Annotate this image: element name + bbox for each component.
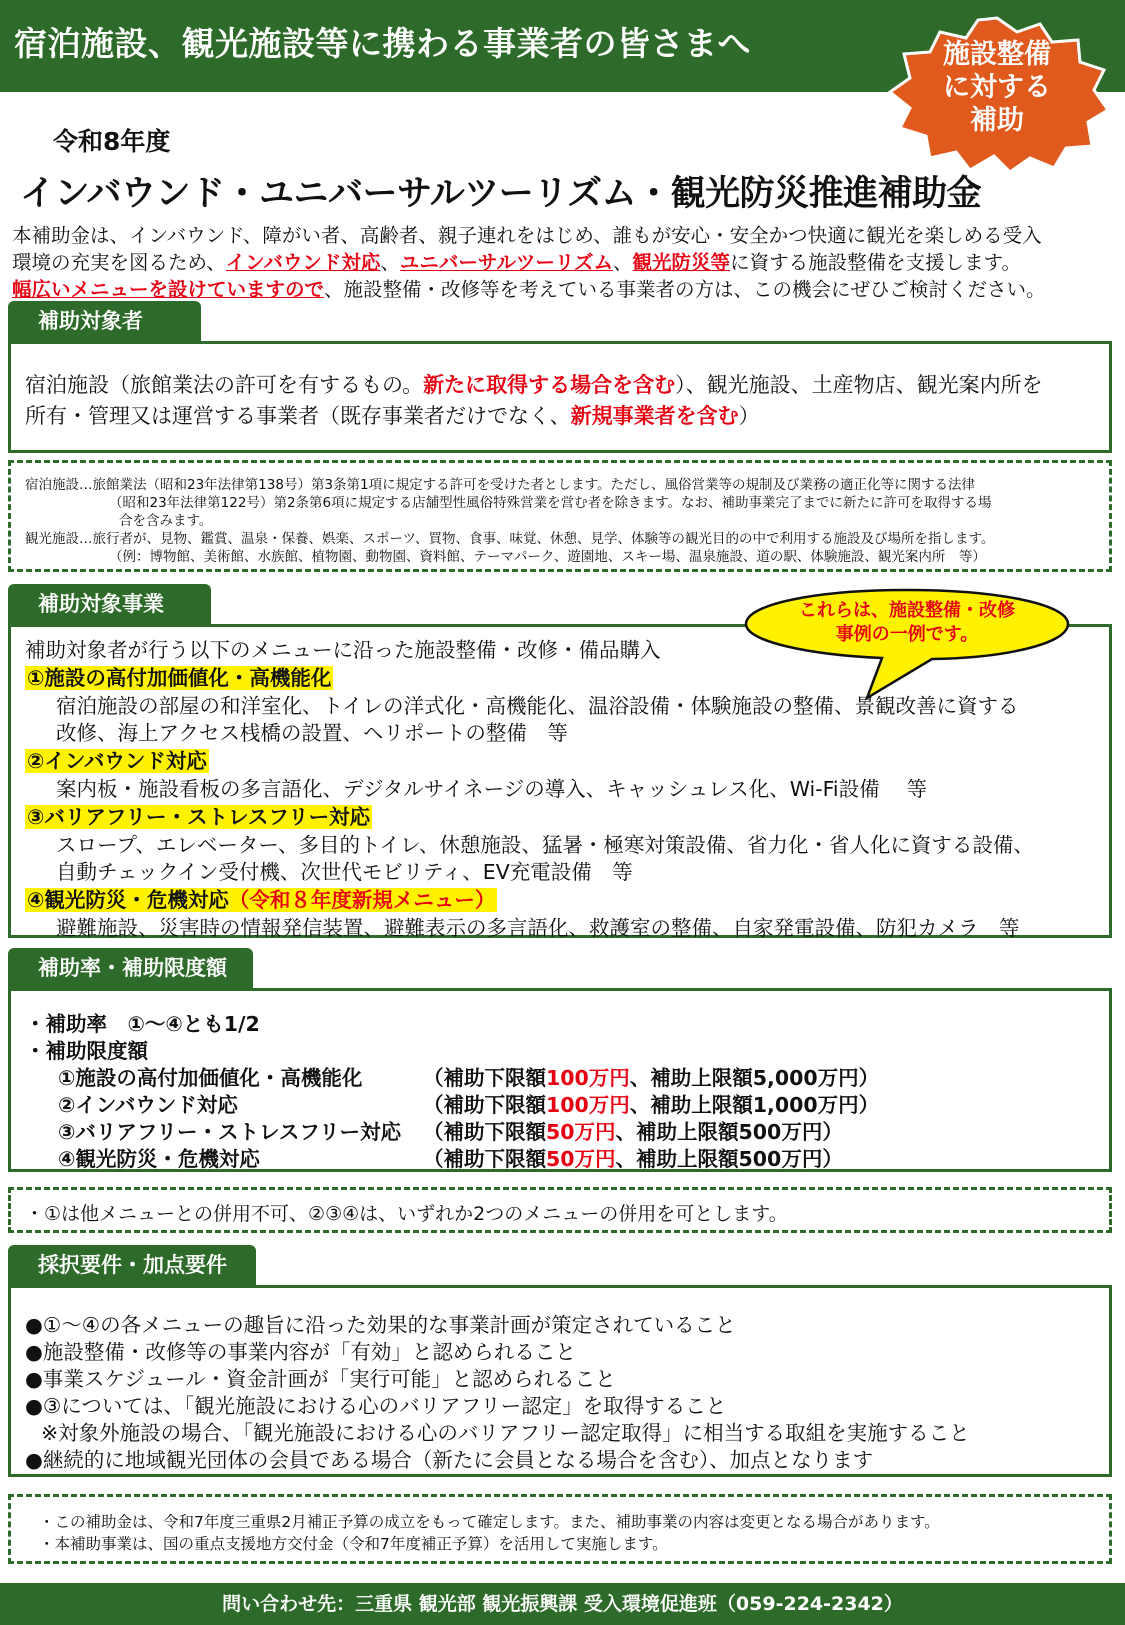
intro-line-1: 本補助金は、インバウンド、障がい者、高齢者、親子連れをはじめ、誰もが安心・安全かつ快適に観光を楽しめる受入	[12, 224, 1042, 247]
lower-limit: 50万円	[546, 1120, 616, 1144]
eligible-applicants-text	[25, 370, 1043, 432]
menu-1-heading	[25, 661, 333, 691]
selection-requirements-box	[8, 1285, 1112, 1477]
intro-line-2	[12, 249, 1117, 276]
limit-row-4-name: ④観光防災・危機対応	[58, 1147, 260, 1171]
requirement-3: ●事業スケジュール・資金計画が「実行可能」と認められること	[25, 1367, 616, 1391]
menu-4-heading	[25, 883, 497, 913]
eligible-applicants-box	[8, 341, 1112, 453]
header-title: 宿泊施設、観光施設等に携わる事業者の皆さまへ	[14, 24, 751, 63]
text: （補助下限額	[423, 1093, 546, 1117]
note-line-5: （例：博物館、美術館、水族館、植物園、動物園、資料館、テーマパーク、遊園地、スキー場、温泉施設、道の駅、体験施設、観光案内所 等）	[109, 549, 986, 565]
requirement-2: ●施設整備・改修等の事業内容が「有効」と認められること	[25, 1340, 576, 1364]
burst-line3: 補助	[970, 105, 1024, 136]
bubble-line-2: 事例の一例です。	[835, 624, 979, 645]
fiscal-year: 令和8年度	[53, 127, 171, 156]
intro-highlight-menu: 幅広いメニューを設けていますので	[12, 278, 325, 301]
menu-4-new-badge: （令和８年度新規メニュー）	[228, 888, 496, 912]
menu-2-heading	[25, 744, 209, 774]
menu-3-detail-1: スロープ、エレベーター、多目的トイレ、休憩施設、猛暑・極寒対策設備、省力化・省人化に資する設備、	[56, 833, 1034, 857]
intro-text: に資する施設整備を支援します。	[730, 251, 1022, 274]
menu-4-detail: 避難施設、災害時の情報発信装置、避難表示の多言語化、救護室の整備、自家発電設備、防犯カメラ 等	[56, 916, 1020, 940]
text: 所有・管理又は運営する事業者（既存事業者だけでなく、	[25, 404, 571, 428]
section-tab-eligible-projects: 補助対象事業	[8, 584, 211, 624]
subsidy-limit-label: ・補助限度額	[25, 1039, 148, 1063]
text: 宿泊施設（旅館業法の許可を有するもの。	[25, 373, 424, 397]
final-note-2: ・本補助事業は、国の重点支援地方交付金（令和7年度補正予算）を活用して実施します。	[39, 1535, 668, 1553]
limit-row-1-amount	[423, 1061, 879, 1091]
menu-4-label-wrap	[25, 888, 497, 912]
lower-limit: 100万円	[546, 1066, 630, 1090]
eligible-line-2	[25, 401, 1043, 432]
upper-limit: 、補助上限額1,000万円）	[629, 1093, 880, 1117]
note-line-2: （昭和23年法律第122号）第2条第6項に規定する店舗型性風俗特殊営業を営む者を除きます。なお、補助事業完了までに新たに許可を取得する場	[109, 495, 992, 511]
projects-lead: 補助対象者が行う以下のメニューに沿った施設整備・改修・備品購入	[25, 638, 661, 662]
limit-row-2-amount	[423, 1088, 879, 1118]
highlight-new-license: 新たに取得する場合を含む	[423, 373, 676, 397]
intro-highlight-inbound: インバウンド対応	[225, 251, 381, 274]
final-notes-box	[8, 1494, 1112, 1564]
final-note-1: ・この補助金は、令和7年度三重県2月補正予算の成立をもって確定します。また、補助事業の内容は変更となる場合があります。	[39, 1513, 940, 1531]
limit-row-1-name: ①施設の高付加価値化・高機能化	[58, 1066, 363, 1090]
text: ）、観光施設、土産物店、観光案内所を	[675, 373, 1043, 397]
text: ）	[738, 404, 760, 428]
upper-limit: 、補助上限額500万円）	[615, 1120, 843, 1144]
limit-row-3-name: ③バリアフリー・ストレスフリー対応	[58, 1120, 402, 1144]
note-line-4: 観光施設…旅行者が、見物、鑑賞、温泉・保養、娯楽、スポーツ、買物、食事、味覚、休憩、見学、体験等の観光目的の中で利用する施設及び場所を指します。	[25, 531, 995, 547]
section-tab-eligible-applicants: 補助対象者	[8, 301, 201, 341]
intro-highlight-universal: ユニバーサルツーリズム	[399, 251, 614, 274]
page-title: インバウンド・ユニバーサルツーリズム・観光防災推進補助金	[20, 174, 982, 214]
text: （補助下限額	[423, 1120, 546, 1144]
burst-line2: に対する	[943, 72, 1051, 103]
intro-highlight-disaster: 観光防災等	[632, 251, 731, 274]
requirement-4: ●③については、「観光施設における心のバリアフリー認定」を取得すること	[25, 1394, 727, 1418]
menu-1-label: ①施設の高付加価値化・高機能化	[27, 666, 332, 690]
intro-text: 、	[613, 251, 633, 274]
burst-line1: 施設整備	[943, 39, 1051, 70]
bubble-line-1: これらは、施設整備・改修	[799, 600, 1015, 621]
subsidy-rate-line: ・補助率 ①～④とも1/2	[25, 1012, 260, 1036]
note-line-3: 合を含みます。	[119, 513, 213, 529]
limit-row-4-amount	[423, 1142, 843, 1172]
menu-1-detail-2: 改修、海上アクセス桟橋の設置、ヘリポートの整備 等	[56, 721, 568, 745]
combination-note: ・①は他メニューとの併用不可、②③④は、いずれか2つのメニューの併用を可とします。	[25, 1203, 788, 1225]
subsidy-burst-badge	[882, 14, 1112, 174]
upper-limit: 、補助上限額500万円）	[615, 1147, 843, 1171]
text: （補助下限額	[423, 1147, 546, 1171]
section-tab-subsidy-rate: 補助率・補助限度額	[8, 948, 253, 988]
menu-3-heading	[25, 800, 372, 830]
subsidy-rate-box	[8, 988, 1112, 1172]
menu-2-detail: 案内板・施設看板の多言語化、デジタルサイネージの導入、キャッシュレス化、Wi-Fi設備 等	[56, 777, 928, 801]
intro-paragraph	[12, 222, 1117, 303]
upper-limit: 、補助上限額5,000万円）	[629, 1066, 880, 1090]
limit-row-3-amount	[423, 1115, 843, 1145]
lower-limit: 100万円	[546, 1093, 630, 1117]
menu-4-label: ④観光防災・危機対応	[27, 888, 229, 912]
menu-2-label: ②インバウンド対応	[27, 749, 207, 773]
intro-text: 環境の充実を図るため、	[12, 251, 226, 274]
eligible-line-1	[25, 370, 1043, 401]
example-speech-bubble	[742, 586, 1072, 704]
bonus-point-requirement: ●継続的に地域観光団体の会員である場合（新たに会員となる場合を含む）、加点となります	[25, 1448, 874, 1472]
intro-line-3	[12, 276, 1117, 303]
menu-1-detail-1: 宿泊施設の部屋の和洋室化、トイレの洋式化・高機能化、温浴設備・体験施設の整備、景観改善に資する	[56, 694, 1019, 718]
menu-3-label: ③バリアフリー・ストレスフリー対応	[27, 805, 371, 829]
note-line-1: 宿泊施設…旅館業法（昭和23年法律第138号）第3条第1項に規定する許可を受けた者とします。ただし、風俗営業等の規制及び業務の適正化等に関する法律	[25, 477, 976, 493]
requirement-4-note: ※対象外施設の場合、「観光施設における心のバリアフリー認定取得」に相当する取組を実施すること	[41, 1421, 970, 1445]
contact-footer: 問い合わせ先：三重県 観光部 観光振興課 受入環境促進班（059-224-2342）	[0, 1583, 1125, 1625]
eligible-notes-box	[8, 460, 1112, 572]
limit-row-2-name: ②インバウンド対応	[58, 1093, 238, 1117]
highlight-new-business: 新規事業者を含む	[570, 404, 739, 428]
section-tab-selection-requirements: 採択要件・加点要件	[8, 1245, 256, 1285]
requirement-1: ●①～④の各メニューの趣旨に沿った効果的な事業計画が策定されていること	[25, 1313, 736, 1337]
intro-text: 、施設整備・改修等を考えている事業者の方は、この機会にぜひご検討ください。	[324, 278, 1046, 301]
text: （補助下限額	[423, 1066, 546, 1090]
lower-limit: 50万円	[546, 1147, 616, 1171]
combination-note-box	[8, 1187, 1112, 1233]
menu-3-detail-2: 自動チェックイン受付機、次世代モビリティ、EV充電設備 等	[56, 860, 633, 884]
intro-text: 、	[380, 251, 400, 274]
